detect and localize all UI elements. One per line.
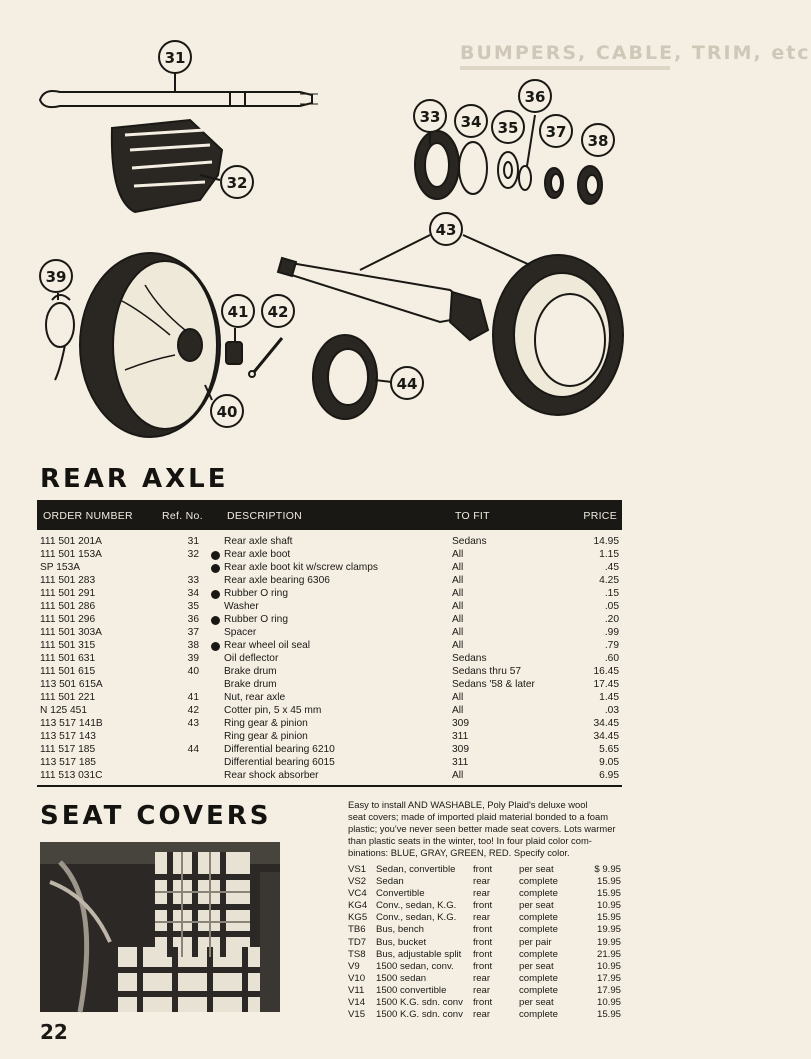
cover-position: front — [473, 997, 493, 1009]
fitment: All — [452, 575, 464, 586]
seat-cover-row — [348, 937, 623, 949]
part-description: Rear axle boot kit w/screw clamps — [224, 562, 378, 573]
table-row — [37, 730, 622, 743]
ref-number: 36 — [187, 614, 199, 625]
table-row — [37, 561, 622, 574]
order-number: 111 501 296 — [40, 614, 96, 625]
svg-text:31: 31 — [164, 49, 186, 67]
cover-description: 1500 K.G. sdn. conv — [376, 997, 463, 1009]
cover-description: Bus, adjustable split — [376, 948, 462, 960]
ref-number: 32 — [187, 549, 199, 560]
differential-bearing-drawing — [313, 335, 392, 419]
svg-text:33: 33 — [419, 108, 441, 126]
part-description: Differential bearing 6015 — [224, 757, 335, 768]
cover-description: 1500 sedan, conv. — [376, 960, 454, 972]
cover-price: 21.95 — [596, 948, 621, 960]
part-price: .15 — [604, 588, 619, 599]
o-ring-drawing — [459, 142, 487, 194]
callout-37 — [540, 115, 572, 147]
bullet-dot-icon — [211, 590, 220, 599]
cover-unit: complete — [519, 1009, 558, 1021]
cover-position: front — [473, 924, 493, 936]
seat-cover-row — [348, 924, 623, 936]
callout-36 — [519, 80, 551, 112]
cover-price: 19.95 — [596, 936, 621, 948]
order-number: 113 517 143 — [40, 731, 96, 742]
cover-position: rear — [473, 984, 491, 996]
table-row — [37, 639, 622, 652]
part-description: Rear axle bearing 6306 — [224, 575, 330, 586]
part-price: .20 — [604, 614, 619, 625]
axle-nut-drawing — [226, 328, 242, 364]
part-price: .60 — [604, 653, 619, 664]
cover-description: Bus, bucket — [376, 936, 427, 948]
callout-34 — [455, 105, 487, 137]
cover-description: 1500 K.G. sdn. conv — [376, 1009, 463, 1021]
part-description: Rubber O ring — [224, 588, 288, 599]
cover-code: KG5 — [348, 912, 368, 924]
header-description: DESCRIPTION — [227, 510, 303, 522]
header-ref-no: Ref. No. — [162, 510, 203, 522]
fitment: 309 — [452, 744, 469, 755]
cover-unit: per seat — [519, 864, 554, 875]
part-description: Nut, rear axle — [224, 692, 286, 703]
table-row — [37, 626, 622, 639]
bullet-dot-icon — [211, 616, 220, 625]
table-row — [37, 574, 622, 587]
order-number: 111 501 201A — [40, 536, 102, 547]
callout-42 — [262, 295, 294, 327]
description-line: seat covers; made of imported plaid material bonded to a foam — [348, 811, 609, 822]
seat-cover-row — [348, 949, 623, 961]
cover-description: Sedan, convertible — [376, 864, 456, 875]
cover-code: VS1 — [348, 864, 367, 875]
cover-price: 10.95 — [596, 960, 621, 972]
svg-text:38: 38 — [587, 132, 609, 150]
fitment: All — [452, 640, 464, 651]
cover-code: TD7 — [348, 936, 367, 948]
oil-seal-drawing — [578, 166, 602, 204]
part-price: 4.25 — [599, 575, 619, 586]
seat-cover-row — [348, 997, 623, 1009]
rear-axle-shaft-drawing — [40, 72, 318, 107]
table-row — [37, 652, 622, 665]
cover-unit: complete — [519, 888, 558, 900]
cover-price: 15.95 — [596, 912, 621, 924]
order-number: 113 517 141B — [40, 718, 103, 729]
order-number: 113 517 185 — [40, 757, 96, 768]
cover-code: TB6 — [348, 924, 366, 936]
part-description: Cotter pin, 5 x 45 mm — [224, 705, 322, 716]
cover-price: 19.95 — [596, 924, 621, 936]
svg-text:35: 35 — [497, 119, 519, 137]
cover-code: VS2 — [348, 876, 367, 888]
fitment: All — [452, 614, 464, 625]
fitment: All — [452, 627, 464, 638]
cover-price: 15.95 — [596, 876, 621, 888]
svg-text:32: 32 — [226, 174, 248, 192]
description-line: Easy to install AND WASHABLE, Poly Plaid's deluxe wool — [348, 799, 588, 810]
order-number: 111 517 185 — [40, 744, 96, 755]
part-description: Washer — [224, 601, 259, 612]
part-price: .03 — [604, 705, 619, 716]
oil-deflector-drawing — [46, 293, 74, 380]
order-number: 111 501 283 — [40, 575, 96, 586]
part-description: Differential bearing 6210 — [224, 744, 335, 755]
fitment: All — [452, 770, 464, 781]
svg-text:42: 42 — [267, 303, 289, 321]
table-bottom-rule — [37, 785, 622, 787]
fitment: 311 — [452, 757, 469, 768]
seat-cover-row — [348, 985, 623, 997]
cover-code: VC4 — [348, 888, 367, 900]
cover-description: Conv., sedan, K.G. — [376, 912, 457, 924]
part-price: 34.45 — [593, 718, 619, 729]
cover-unit: per seat — [519, 900, 554, 912]
cover-code: V11 — [348, 984, 365, 996]
cover-price: 15.95 — [596, 1009, 621, 1021]
part-price: 1.15 — [599, 549, 619, 560]
cover-position: rear — [473, 1009, 491, 1021]
callout-32 — [221, 166, 253, 198]
table-row — [37, 769, 622, 782]
part-price: 16.45 — [593, 666, 619, 677]
part-price: .79 — [604, 640, 619, 651]
table-row — [37, 756, 622, 769]
header-price: PRICE — [583, 510, 617, 522]
ref-number: 37 — [187, 627, 199, 638]
part-price: 17.45 — [593, 679, 619, 690]
cover-code: V15 — [348, 1009, 366, 1021]
svg-text:41: 41 — [227, 303, 249, 321]
cover-unit: complete — [519, 912, 558, 924]
callout-40 — [211, 395, 243, 427]
callout-33 — [414, 100, 446, 132]
rear-axle-heading: REAR AXLE — [40, 464, 229, 494]
cover-position: front — [473, 960, 493, 972]
bullet-dot-icon — [211, 551, 220, 560]
fitment: All — [452, 692, 464, 703]
table-row — [37, 600, 622, 613]
cover-position: rear — [473, 888, 491, 900]
cover-unit: per seat — [519, 997, 554, 1009]
part-description: Brake drum — [224, 679, 277, 690]
seat-cover-row — [348, 888, 623, 900]
cotter-pin-drawing — [249, 338, 282, 377]
seat-covers-description — [348, 799, 631, 859]
cover-description: Bus, bench — [376, 924, 425, 936]
fitment: Sedans '58 & later — [452, 679, 535, 690]
svg-text:36: 36 — [524, 88, 546, 106]
callout-39 — [40, 260, 72, 292]
seat-covers-price-list — [348, 864, 623, 1021]
fitment: Sedans — [452, 536, 487, 547]
callout-35 — [492, 111, 524, 143]
ref-number: 33 — [187, 575, 199, 586]
parts-table-body — [37, 535, 622, 782]
part-price: 9.05 — [599, 757, 619, 768]
cover-code: KG4 — [348, 900, 368, 912]
callout-41 — [222, 295, 254, 327]
cover-position: front — [473, 900, 493, 912]
table-row — [37, 678, 622, 691]
description-line: binations: BLUE, GRAY, GREEN, RED. Specify color. — [348, 847, 570, 858]
order-number: 111 501 153A — [40, 549, 102, 560]
cover-unit: complete — [519, 876, 558, 888]
svg-text:37: 37 — [545, 123, 567, 141]
seat-covers-heading: SEAT COVERS — [40, 801, 272, 831]
cover-unit: per seat — [519, 960, 554, 972]
table-row — [37, 691, 622, 704]
seat-cover-row — [348, 973, 623, 985]
page-number: 22 — [40, 1020, 68, 1044]
part-description: Rear wheel oil seal — [224, 640, 311, 651]
bleed-through-heading: BUMPERS, CABLE, TRIM, etc — [460, 42, 811, 64]
table-row — [37, 717, 622, 730]
cover-price: 15.95 — [596, 888, 621, 900]
cover-description: Convertible — [376, 888, 425, 900]
cover-description: 1500 sedan — [376, 972, 427, 984]
part-description: Oil deflector — [224, 653, 279, 664]
cover-description: Conv., sedan, K.G. — [376, 900, 457, 912]
svg-text:39: 39 — [45, 268, 67, 286]
table-row — [37, 704, 622, 717]
ref-number: 42 — [187, 705, 199, 716]
cover-price: $ 9.95 — [594, 864, 621, 875]
fitment: All — [452, 562, 464, 573]
order-number: 113 501 615A — [40, 679, 103, 690]
ref-number: 34 — [187, 588, 199, 599]
part-description: Rear axle shaft — [224, 536, 293, 547]
order-number: N 125 451 — [40, 705, 88, 716]
table-row — [37, 613, 622, 626]
cover-position: rear — [473, 876, 491, 888]
cover-code: V9 — [348, 960, 360, 972]
ref-number: 43 — [187, 718, 199, 729]
brake-drum-drawing — [80, 253, 220, 437]
cover-price: 10.95 — [596, 997, 621, 1009]
ref-number: 40 — [187, 666, 199, 677]
part-description: Ring gear & pinion — [224, 718, 308, 729]
seat-covers-photo — [40, 842, 280, 1012]
table-row — [37, 665, 622, 678]
header-order-number: ORDER NUMBER — [43, 510, 133, 522]
ref-number: 41 — [187, 692, 199, 703]
cover-price: 10.95 — [596, 900, 621, 912]
fitment: All — [452, 549, 464, 560]
table-row — [37, 743, 622, 756]
svg-text:34: 34 — [460, 113, 482, 131]
fitment: All — [452, 588, 464, 599]
part-description: Brake drum — [224, 666, 277, 677]
part-description: Ring gear & pinion — [224, 731, 308, 742]
table-row — [37, 548, 622, 561]
cover-unit: complete — [519, 948, 558, 960]
part-price: 34.45 — [593, 731, 619, 742]
fitment: Sedans thru 57 — [452, 666, 522, 677]
table-row — [37, 587, 622, 600]
ref-number: 38 — [187, 640, 199, 651]
seat-cover-row — [348, 961, 623, 973]
cover-unit: complete — [519, 972, 558, 984]
ref-number: 35 — [187, 601, 199, 612]
part-description: Rubber O ring — [224, 614, 288, 625]
part-description: Spacer — [224, 627, 257, 638]
cover-position: front — [473, 948, 493, 960]
cover-description: 1500 convertible — [376, 984, 447, 996]
cover-unit: per pair — [519, 936, 552, 948]
description-line: plastic; you've never seen better made seat covers. Lots warmer — [348, 823, 616, 834]
cover-unit: complete — [519, 924, 558, 936]
part-price: 14.95 — [593, 536, 619, 547]
svg-text:43: 43 — [435, 221, 457, 239]
seat-cover-row — [348, 912, 623, 924]
ref-number: 39 — [187, 653, 199, 664]
callout-31 — [159, 41, 191, 73]
order-number: 111 501 303A — [40, 627, 102, 638]
cover-code: TS8 — [348, 948, 366, 960]
seat-cover-row — [348, 864, 623, 876]
order-number: 111 501 221 — [40, 692, 96, 703]
seat-cover-row — [348, 876, 623, 888]
parts-illustration — [0, 0, 677, 460]
part-price: 6.95 — [599, 770, 619, 781]
order-number: 111 501 291 — [40, 588, 96, 599]
fitment: Sedans — [452, 653, 487, 664]
rear-axle-boot-drawing — [112, 120, 222, 212]
svg-text:40: 40 — [216, 403, 238, 421]
order-number: 111 501 631 — [40, 653, 96, 664]
ref-number: 31 — [187, 536, 199, 547]
cover-position: rear — [473, 912, 491, 924]
fitment: All — [452, 705, 464, 716]
svg-text:44: 44 — [396, 375, 418, 393]
cover-position: front — [473, 864, 493, 875]
axle-bearing-drawing — [415, 131, 459, 199]
part-price: .45 — [604, 562, 619, 573]
fitment: 309 — [452, 718, 469, 729]
fitment: All — [452, 601, 464, 612]
bullet-dot-icon — [211, 564, 220, 573]
ref-number: 44 — [187, 744, 199, 755]
fitment: 311 — [452, 731, 469, 742]
order-number: SP 153A — [40, 562, 81, 573]
washer-drawing — [498, 152, 518, 188]
description-line: than plastic seats in the winter, too! In four plaid color com- — [348, 835, 592, 846]
cover-code: V10 — [348, 972, 366, 984]
cover-code: V14 — [348, 997, 366, 1009]
callout-43 — [430, 213, 462, 245]
seat-cover-row — [348, 900, 623, 912]
part-price: .99 — [604, 627, 619, 638]
cover-price: 17.95 — [596, 972, 621, 984]
part-price: 1.45 — [599, 692, 619, 703]
order-number: 111 513 031C — [40, 770, 103, 781]
part-description: Rear axle boot — [224, 549, 291, 560]
bullet-dot-icon — [211, 642, 220, 651]
table-row — [37, 535, 622, 548]
order-number: 111 501 615 — [40, 666, 96, 677]
part-description: Rear shock absorber — [224, 770, 319, 781]
parts-table-header — [37, 500, 622, 530]
order-number: 111 501 315 — [40, 640, 96, 651]
callout-44 — [391, 367, 423, 399]
spacer-drawing — [545, 168, 563, 198]
part-price: 5.65 — [599, 744, 619, 755]
callout-38 — [582, 124, 614, 156]
cover-price: 17.95 — [596, 984, 621, 996]
seat-cover-row — [348, 1009, 623, 1021]
cover-position: front — [473, 936, 493, 948]
part-price: .05 — [604, 601, 619, 612]
order-number: 111 501 286 — [40, 601, 96, 612]
cover-unit: complete — [519, 984, 558, 996]
cover-position: rear — [473, 972, 491, 984]
cover-description: Sedan — [376, 876, 404, 888]
header-to-fit: TO FIT — [455, 510, 490, 522]
